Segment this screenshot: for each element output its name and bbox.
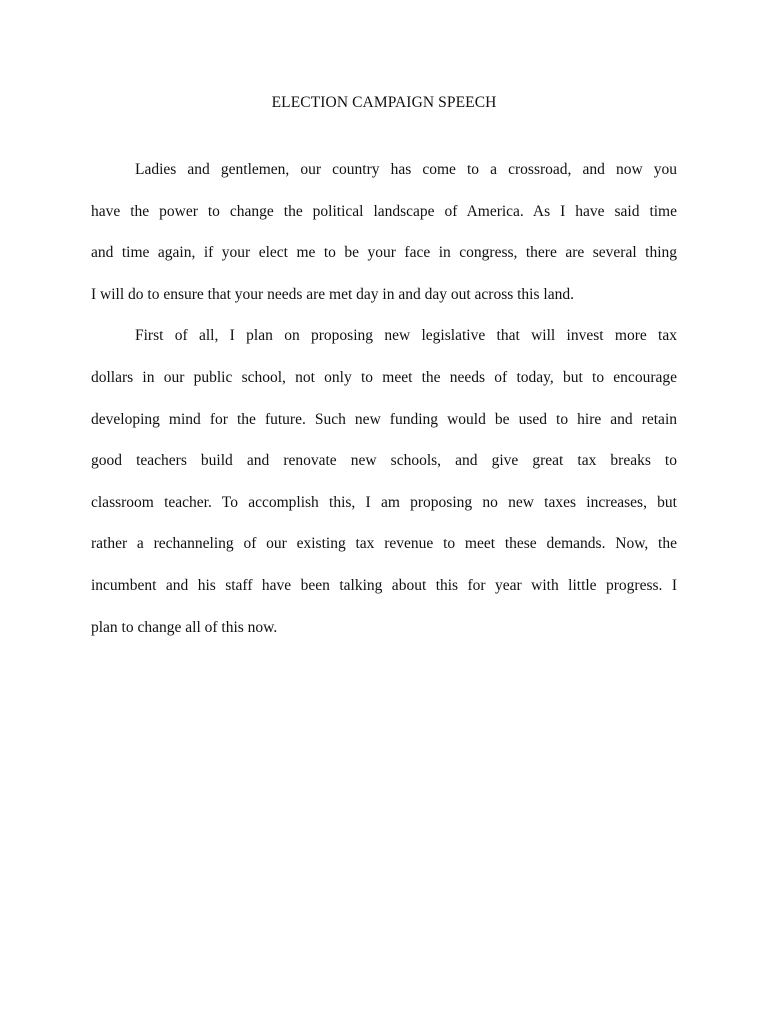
paragraph-2-line-7: incumbent and his staff have been talking about this for year with little progress. I — [91, 576, 677, 594]
paragraph-2-line-6: rather a rechanneling of our existing tax revenue to meet these demands. Now, the — [91, 535, 677, 553]
paragraph-2-line-2: dollars in our public school, not only to meet the needs of today, but to encourage — [91, 368, 677, 386]
paragraph-2-line-8: plan to change all of this now. — [91, 618, 278, 636]
paragraph-1 — [91, 149, 677, 315]
paragraph-2-line-4: good teachers build and renovate new schools, and give great tax breaks to — [91, 452, 677, 470]
paragraph-2-line-5: classroom teacher. To accomplish this, I am proposing no new taxes increases, but — [91, 493, 677, 511]
paragraph-1-line-2: have the power to change the political landscape of America. As I have said time — [91, 202, 677, 220]
document-body — [91, 149, 677, 648]
paragraph-2-line-1: First of all, I plan on proposing new legislative that will invest more tax — [135, 327, 677, 345]
paragraph-2 — [91, 315, 677, 648]
paragraph-1-line-1: Ladies and gentlemen, our country has come to a crossroad, and now you — [135, 161, 677, 178]
document-title: ELECTION CAMPAIGN SPEECH — [271, 94, 497, 111]
paragraph-2-line-3: developing mind for the future. Such new funding would be used to hire and retain — [91, 410, 677, 428]
paragraph-1-line-3: and time again, if your elect me to be your face in congress, there are several thing — [91, 244, 677, 262]
paragraph-1-line-4: I will do to ensure that your needs are met day in and day out across this land. — [91, 285, 574, 303]
